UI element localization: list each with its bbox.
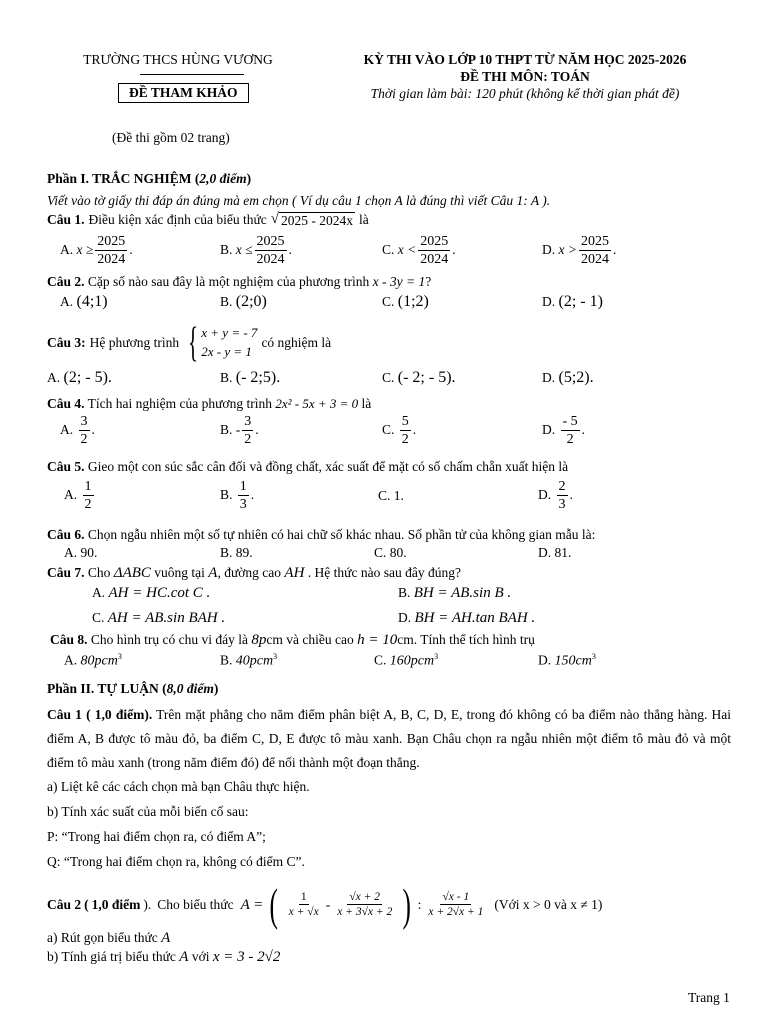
- essay-q1-b: b) Tính xác suất của mỗi biến cố sau:: [47, 804, 249, 819]
- q6-option-d: D. 81.: [538, 545, 572, 560]
- q3-option-c: C. (- 2; - 5).: [382, 369, 456, 386]
- part1-title: Phần I. TRẮC NGHIỆM (2,0 điểm): [47, 171, 252, 186]
- essay-q1-text: Câu 1 ( 1,0 điểm). Trên mặt phẳng cho năm điểm phân biệt A, B, C, D, E, trong đó không có ba điểm nào thẳng hàng. Hai điểm A, B được tô màu đỏ, ba điểm C, D, E được tô màu xanh. Bạn Châu chọn ra ngẫu nhiên một điểm tô màu đỏ và một điểm tô màu xanh (trong năm điểm đó) để nối thành một đoạn thẳng.: [47, 707, 732, 770]
- school-underline: [140, 74, 244, 75]
- q8-stem: Câu 8. Cho hình trụ có chu vi đáy là 8pcm và chiều cao h = 10cm. Tính thể tích hình trụ: [50, 632, 535, 648]
- essay-q2-b: b) Tính giá trị biểu thức A với x = 3 - 2√2: [47, 949, 281, 965]
- q5-option-a: A. $\frac{1}{2}$: [64, 479, 92, 512]
- essay-q1-event-q: Q: “Trong hai điểm chọn ra, không có điểm C”.: [47, 854, 305, 869]
- q2-option-b: B. (2;0): [220, 293, 267, 310]
- q6-option-a: A. 90.: [64, 545, 98, 560]
- q4-stem: Câu 4. Tích hai nghiệm của phương trình 2x² - 5x + 3 = 0 là: [47, 396, 372, 411]
- part2-title: Phần II. TỰ LUẬN (8,0 điểm): [47, 681, 219, 696]
- part1-instruction: Viết vào tờ giấy thi đáp án đúng mà em chọn ( Ví dụ câu 1 chọn A là đúng thì viết Câu 1: A ).: [47, 193, 551, 208]
- essay-q2-a: a) Rút gọn biểu thức A: [47, 930, 171, 946]
- q7-option-b: B. BH = AB.sin B .: [398, 585, 512, 601]
- q2-option-c: C. (1;2): [382, 293, 429, 310]
- q6-stem: Câu 6. Chọn ngẫu nhiên một số tự nhiên có hai chữ số khác nhau. Số phần tử của không gian mẫu là:: [47, 527, 596, 542]
- q3-option-d: D. (5;2).: [542, 369, 594, 386]
- essay-q1-a: a) Liệt kê các cách chọn mà bạn Châu thực hiện.: [47, 779, 310, 794]
- q1-stem: Câu 1. Điều kiện xác định của biểu thức √ 2025 - 2024x là: [47, 211, 369, 228]
- q2-option-a: A. (4;1): [60, 293, 108, 310]
- q5-option-d: D. $\frac{2}{3}$ .: [538, 479, 573, 512]
- essay-q2-stem: Câu 2 ( 1,0 điểm ). Cho biểu thức A = ( $\frac{1}{x + √x}$ - $\frac{√x + 2}{x + 3√x + 2}$ ) : $\frac{√x - 1}{x + 2√x + 1}$ (Với x > 0 và x ≠ 1): [47, 879, 603, 930]
- q1-radical: √ 2025 - 2024x: [270, 211, 354, 228]
- q7-option-d: D. BH = AH.tan BAH .: [398, 610, 536, 626]
- q8-option-d: D. $150cm^3$: [538, 652, 596, 669]
- q1-option-b: B. x ≤ $\frac{2025}{2024}$ .: [220, 234, 292, 267]
- doc-type-box: ĐỀ THAM KHẢO: [118, 83, 249, 103]
- q1-option-d: D. x > $\frac{2025}{2024}$ .: [542, 234, 617, 267]
- q4-option-b: B. - $\frac{3}{2}$ .: [220, 414, 259, 447]
- q1-option-a: A. x ≥ $\frac{2025}{2024}$ .: [60, 234, 133, 267]
- q2-stem: Câu 2. Cặp số nào sau đây là một nghiệm của phương trình x - 3y = 1?: [47, 274, 432, 289]
- q4-option-a: A. $\frac{3}{2}$ .: [60, 414, 95, 447]
- q6-option-b: B. 89.: [220, 545, 253, 560]
- q7-option-a: A. AH = HC.cot C .: [92, 585, 211, 601]
- school-name: TRƯỜNG THCS HÙNG VƯƠNG: [83, 52, 273, 67]
- q3-option-b: B. (- 2;5).: [220, 369, 281, 386]
- q8-option-b: B. 40pcm$^3$: [220, 652, 278, 669]
- q2-option-d: D. (2; - 1): [542, 293, 603, 310]
- q3-stem: Câu 3: Hệ phương trình { x + y = - 7 2x - y = 1 có nghiệm là: [47, 320, 332, 366]
- exam-title: KỲ THI VÀO LỚP 10 THPT TỪ NĂM HỌC 2025-2026: [363, 52, 687, 67]
- q8-option-c: C. 160pcm$^3$: [374, 652, 439, 669]
- q1-option-c: C. x < $\frac{2025}{2024}$ .: [382, 234, 456, 267]
- q3-equation-system: { x + y = - 7 2x - y = 1: [188, 320, 258, 366]
- q8-option-a: A. 80pcm$^3$: [64, 652, 122, 669]
- q5-option-b: B. $\frac{1}{3}$ .: [220, 479, 255, 512]
- exam-subject: ĐỀ THI MÔN: TOÁN: [460, 69, 590, 84]
- page-number: Trang 1: [688, 990, 730, 1005]
- q7-option-c: C. AH = AB.sin BAH .: [92, 610, 226, 626]
- q4-option-c: C. $\frac{5}{2}$ .: [382, 414, 417, 447]
- exam-time: Thời gian làm bài: 120 phút (không kể thời gian phát đề): [370, 86, 680, 101]
- page-count-note: (Đề thi gồm 02 trang): [112, 130, 230, 145]
- q3-option-a: A. (2; - 5).: [47, 369, 112, 386]
- q4-option-d: D. $\frac{- 5}{2}$ .: [542, 414, 586, 447]
- q5-stem: Câu 5. Gieo một con súc sắc cân đối và đồng chất, xác suất để mặt có số chấm chẵn xuất hiện là: [47, 459, 569, 474]
- q5-option-c: C. 1.: [378, 488, 404, 503]
- essay-q1-event-p: P: “Trong hai điểm chọn ra, có điểm A”;: [47, 829, 266, 844]
- q7-stem: Câu 7. Cho ΔABC vuông tại A, đường cao AH . Hệ thức nào sau đây đúng?: [47, 565, 461, 581]
- q6-option-c: C. 80.: [374, 545, 407, 560]
